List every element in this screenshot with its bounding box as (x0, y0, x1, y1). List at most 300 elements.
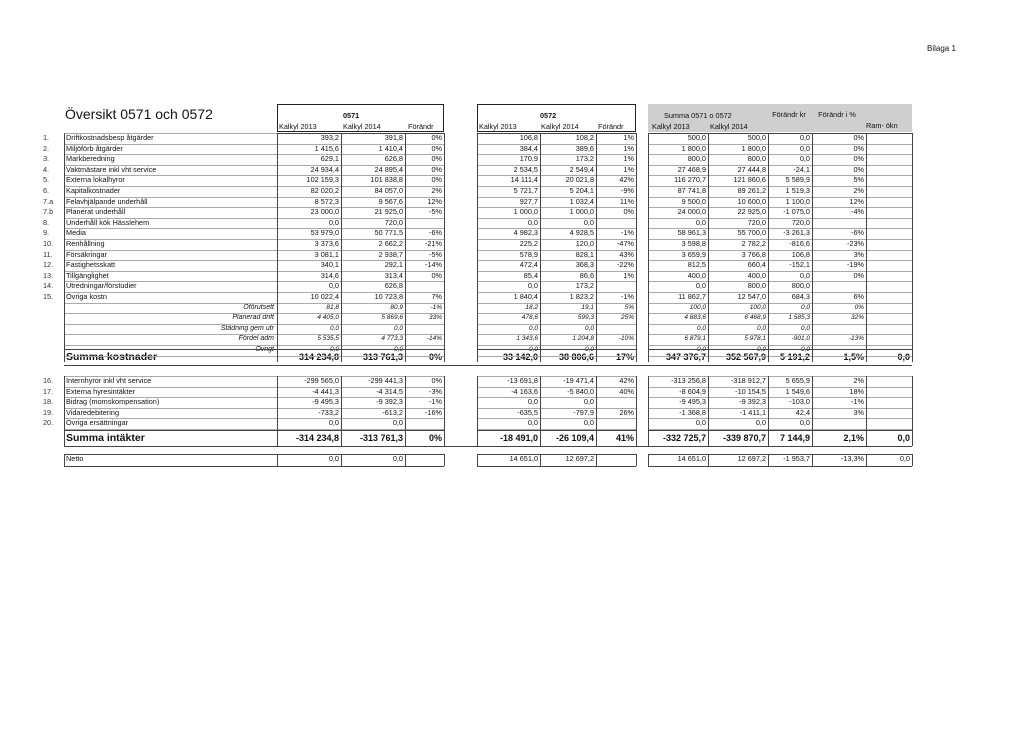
row-value: 0,0 (899, 454, 910, 463)
row-label: Underhåll kök Hässlehem (66, 217, 150, 227)
row-value: 14 651,0 (677, 454, 706, 463)
col-kalkyl2014-0571: Kalkyl 2014 (343, 122, 381, 131)
row-value: -21% (424, 239, 442, 248)
row-value: -9 392,3 (739, 397, 766, 407)
grid-line (477, 466, 636, 467)
row-value: 6% (853, 292, 864, 301)
row-value: -16% (424, 407, 442, 417)
row-value (866, 418, 912, 429)
row-value: -4 314,5 (376, 386, 403, 396)
row-value: 0,0 (527, 281, 538, 291)
grid-line (477, 397, 636, 398)
row-value: 2 662,2 (378, 239, 403, 248)
row-index: 19. (43, 407, 54, 417)
row-value: 0,0 (897, 352, 910, 362)
row-value: 0,0 (800, 303, 810, 311)
row-value: -26 109,4 (555, 433, 594, 443)
row-value: 1% (623, 133, 634, 142)
row-value: 5 535,5 (317, 335, 339, 343)
table-row (0, 376, 1023, 387)
grid-line (277, 175, 444, 176)
row-value: 5 869,6 (381, 314, 403, 322)
row-value: -9 495,3 (312, 397, 339, 407)
row-index: 10. (43, 239, 54, 248)
grid-line (648, 454, 912, 455)
row-value: 108,2 (575, 133, 594, 142)
row-value: -332 725,7 (662, 433, 706, 443)
table-row (0, 133, 1023, 144)
row-value (866, 175, 912, 186)
grid-line (477, 313, 636, 314)
row-value: 927,7 (519, 196, 538, 206)
grid-line (596, 133, 597, 362)
row-value: -313 761,3 (359, 433, 403, 443)
grid-line (477, 186, 636, 187)
row-value: 20 021,8 (565, 175, 594, 185)
grid-line (64, 250, 277, 251)
grid-line (277, 260, 444, 261)
grid-line (64, 397, 277, 398)
row-value (866, 397, 912, 408)
row-value: 0,0 (527, 397, 538, 407)
grid-line (812, 454, 813, 466)
row-value (812, 324, 866, 335)
row-value: 82 020,2 (310, 186, 339, 195)
grid-line (648, 466, 912, 467)
grid-line (477, 228, 636, 229)
grid-line (277, 376, 278, 446)
row-index: 3. (43, 154, 50, 164)
grid-line (64, 313, 277, 314)
row-value (405, 454, 444, 466)
row-value: 81,8 (326, 303, 339, 311)
row-value: 1 519,3 (785, 186, 810, 195)
row-label: Externa hyresintäkter (66, 386, 135, 396)
row-value: 170,9 (519, 154, 538, 164)
grid-line (477, 324, 636, 325)
grid-line (648, 454, 649, 466)
grid-line (277, 228, 444, 229)
row-value: 5 655,9 (785, 376, 810, 385)
grid-line (648, 387, 912, 388)
row-value: -5% (429, 249, 442, 259)
row-value: -13 691,8 (507, 376, 538, 385)
row-value: -9% (621, 186, 634, 195)
grid-line (64, 345, 277, 346)
row-label: Netto (66, 454, 84, 463)
row-value: 6 468,9 (744, 314, 766, 322)
row-value: 1 000,0 (569, 207, 594, 217)
row-value: 0% (431, 154, 442, 164)
grid-line (648, 313, 912, 314)
row-value: -5% (429, 207, 442, 217)
row-value (866, 207, 912, 218)
row-value: 84 057,0 (374, 186, 403, 195)
grid-line (477, 133, 478, 362)
grid-line (64, 466, 444, 467)
grid-line (866, 133, 867, 362)
row-value: 1 585,3 (788, 314, 810, 322)
row-value (866, 260, 912, 271)
row-value: -9 495,3 (679, 397, 706, 407)
grid-line (277, 207, 444, 208)
grid-line (477, 239, 636, 240)
row-value: 347 376,7 (665, 352, 706, 362)
row-value: 89 261,2 (737, 186, 766, 195)
grid-line (64, 454, 444, 455)
row-value: 80,9 (390, 303, 403, 311)
grid-line (277, 408, 444, 409)
row-value: 2% (431, 186, 442, 195)
row-value: 4 773,3 (381, 335, 403, 343)
row-value: 1 823,2 (569, 292, 594, 301)
grid-line (64, 186, 277, 187)
ram-okn-title: Ram- ökn (866, 121, 898, 130)
row-index: 2. (43, 143, 50, 153)
grid-line (477, 430, 636, 431)
row-value: 0% (431, 143, 442, 153)
grid-line (477, 376, 636, 377)
row-index: 20. (43, 418, 54, 428)
row-value (596, 418, 636, 429)
row-value: -14% (424, 260, 442, 270)
table-row (0, 165, 1023, 176)
row-value: 50 771,5 (374, 228, 403, 238)
grid-line (866, 376, 867, 446)
row-value: -901,0 (791, 335, 810, 343)
group-summa-title: Summa 0571 o 0572 (664, 111, 732, 120)
row-index: 14. (43, 281, 54, 291)
row-value: 0,0 (799, 133, 810, 142)
row-value (866, 186, 912, 197)
row-value: -22% (616, 260, 634, 270)
row-value: 0,0 (696, 346, 706, 353)
row-value: 6 879,1 (684, 335, 706, 343)
grid-line (64, 454, 65, 466)
row-value: 33 142,0 (502, 352, 538, 362)
row-value: 400,0 (747, 270, 766, 280)
grid-line (64, 239, 277, 240)
grid-line (341, 454, 342, 466)
row-value: 18,2 (525, 303, 538, 311)
grid-line (277, 376, 444, 377)
row-value: 100,0 (749, 303, 766, 311)
row-label: Markberedning (66, 154, 115, 164)
grid-line (636, 376, 637, 446)
row-value: 0,0 (392, 418, 403, 428)
row-index: 18. (43, 397, 54, 407)
row-value: 800,0 (747, 154, 766, 164)
row-index: 15. (43, 292, 54, 301)
row-value: 10 022,4 (310, 292, 339, 301)
row-value: 478,6 (521, 314, 538, 322)
row-value (405, 218, 444, 229)
row-value: 1 204,8 (572, 335, 594, 343)
row-index: 4. (43, 164, 50, 174)
row-value: -339 870,7 (722, 433, 766, 443)
grid-line (477, 454, 478, 466)
row-value: 55 700,0 (737, 228, 766, 238)
row-value: 5% (624, 303, 634, 311)
grid-line (648, 408, 912, 409)
grid-line (477, 281, 636, 282)
row-value: 800,0 (791, 281, 810, 291)
row-label: Kapitalkostnader (66, 186, 121, 195)
table-row (0, 313, 1023, 324)
row-label: Bidrag (momskompensation) (66, 397, 160, 407)
row-value: 0,0 (897, 433, 910, 443)
row-value: 0% (853, 164, 864, 174)
row-value: 4 883,6 (684, 314, 706, 322)
row-label: Vaktmästare inkl vht service (66, 164, 157, 174)
row-value: -1% (621, 292, 634, 301)
grid-line (477, 207, 636, 208)
row-value: 4 405,0 (317, 314, 339, 322)
row-value: -1% (430, 303, 442, 311)
row-value: 0,0 (584, 324, 594, 332)
table-row (0, 334, 1023, 345)
row-value: 314,6 (320, 270, 339, 280)
row-value: 472,4 (519, 260, 538, 270)
table-row (0, 207, 1023, 218)
table-row (0, 271, 1023, 282)
row-value: 43% (619, 249, 634, 259)
row-value: 5 978,1 (744, 335, 766, 343)
grid-line (64, 165, 277, 166)
row-value: -13% (848, 335, 864, 343)
row-value (866, 239, 912, 250)
row-value: 720,0 (384, 217, 403, 227)
table-row (0, 197, 1023, 208)
row-value: -1% (851, 397, 864, 407)
grid-line (648, 250, 912, 251)
grid-line (64, 324, 277, 325)
grid-line (812, 133, 813, 362)
row-value: -13,3% (840, 454, 864, 463)
row-value: -8 604,9 (679, 386, 706, 396)
row-value (812, 281, 866, 292)
row-value: 0% (853, 154, 864, 164)
row-value: 720,0 (791, 217, 810, 227)
forandr-pct-title: Förändr i % (818, 110, 856, 119)
row-value: 58 961,3 (677, 228, 706, 238)
grid-line (277, 292, 444, 293)
grid-line (648, 281, 912, 282)
grid-line (277, 165, 444, 166)
table-row (0, 186, 1023, 197)
row-value: -47% (616, 239, 634, 248)
row-value: 0,0 (329, 346, 339, 353)
row-value: 0% (428, 352, 442, 362)
grid-line (648, 165, 912, 166)
table-row (0, 250, 1023, 261)
row-value: 7 144,9 (779, 433, 810, 443)
row-value: 7% (431, 292, 442, 301)
row-value: 12% (849, 196, 864, 206)
row-value: 24 934,4 (310, 164, 339, 174)
grid-line (277, 345, 444, 346)
table-row (0, 175, 1023, 186)
row-value (866, 250, 912, 261)
grid-line (477, 345, 636, 346)
row-index: 7.a (43, 196, 54, 206)
forandr-kr-title: Förändr kr (772, 110, 806, 119)
grid-line (477, 387, 636, 388)
grid-line (277, 250, 444, 251)
row-value: -103,0 (789, 397, 810, 407)
row-label: Fastighetsskatt (66, 260, 116, 270)
row-label: Planerat underhåll (66, 207, 126, 217)
row-label: Summa kostnader (66, 351, 158, 363)
row-value: 106,8 (791, 249, 810, 259)
row-value: 629,1 (320, 154, 339, 164)
row-value (866, 154, 912, 165)
row-value: -1 411,1 (739, 407, 766, 417)
row-value: -4 441,3 (312, 386, 339, 396)
row-value: 21 925,0 (374, 207, 403, 217)
grid-line (477, 303, 636, 304)
row-value: 5 589,9 (785, 175, 810, 185)
row-value: 0% (431, 133, 442, 142)
grid-line (64, 446, 912, 447)
grid-line (64, 154, 277, 155)
row-label: Oförutsett (243, 303, 274, 311)
row-index: 17. (43, 386, 54, 396)
row-value: 1 840,4 (513, 292, 538, 301)
table-row (0, 387, 1023, 398)
row-value: 11% (619, 196, 634, 206)
row-value (866, 281, 912, 292)
grid-line (64, 292, 277, 293)
row-index: 1. (43, 133, 50, 142)
row-value: 500,0 (687, 133, 706, 142)
row-label: Felavhjälpande underhåll (66, 196, 148, 206)
row-value: 0,0 (527, 217, 538, 227)
col-kalkyl2014-summa: Kalkyl 2014 (710, 122, 748, 131)
grid-line (540, 133, 541, 362)
row-value: -1% (429, 397, 442, 407)
row-value: -733,2 (318, 407, 339, 417)
row-value: 0,0 (799, 270, 810, 280)
row-value (866, 197, 912, 208)
row-value: 3 373,6 (314, 239, 339, 248)
row-value: 3 081,1 (314, 249, 339, 259)
row-value: 9 500,0 (681, 196, 706, 206)
row-value: -3 261,3 (783, 228, 810, 238)
row-value: 578,9 (519, 249, 538, 259)
grid-line (277, 281, 444, 282)
row-value: 1 000,0 (513, 207, 538, 217)
row-value: 800,0 (747, 281, 766, 291)
grid-line (64, 365, 912, 366)
row-value: 384,4 (519, 143, 538, 153)
row-value: -6% (851, 228, 864, 238)
grid-line (277, 154, 444, 155)
grid-line (768, 454, 769, 466)
row-value: 5 204,1 (569, 186, 594, 195)
grid-line (648, 144, 912, 145)
row-value: 0,0 (695, 217, 706, 227)
row-label: Driftkostnadsbesp åtgärder (66, 133, 154, 142)
grid-line (477, 292, 636, 293)
row-value: 4 982,3 (513, 228, 538, 238)
table-row (0, 454, 1023, 466)
row-value: 12% (427, 196, 442, 206)
row-value: 100,0 (689, 303, 706, 311)
col-kalkyl2013-summa: Kalkyl 2013 (652, 122, 690, 131)
row-value: 660,4 (747, 260, 766, 270)
grid-line (277, 218, 444, 219)
row-value: 1 800,0 (741, 143, 766, 153)
row-value: 18% (849, 386, 864, 396)
row-value (596, 454, 636, 466)
row-value: -797,9 (573, 407, 594, 417)
grid-line (648, 345, 912, 346)
row-value (866, 165, 912, 176)
grid-line (477, 154, 636, 155)
row-label: Fördel adm (238, 335, 274, 343)
col-kalkyl2014-0572: Kalkyl 2014 (541, 122, 579, 131)
row-value: -1 368,8 (679, 407, 706, 417)
row-value (866, 228, 912, 239)
row-value: -10 154,5 (735, 386, 766, 396)
grid-line (912, 454, 913, 466)
row-value: -313 256,8 (671, 376, 706, 385)
row-value: 340,1 (320, 260, 339, 270)
grid-line (648, 271, 912, 272)
row-index: 11. (43, 249, 53, 259)
grid-line (477, 349, 636, 350)
row-value: 2 782,2 (741, 239, 766, 248)
grid-line (277, 144, 444, 145)
row-value: 25% (620, 314, 634, 322)
grid-line (648, 334, 912, 335)
grid-line (648, 349, 912, 350)
row-value (596, 281, 636, 292)
row-value: 352 567,9 (725, 352, 766, 362)
row-value: -613,2 (382, 407, 403, 417)
row-value: 313,4 (384, 270, 403, 280)
grid-line (477, 218, 636, 219)
grid-line (64, 418, 277, 419)
grid-line (648, 228, 912, 229)
row-value: -14% (426, 335, 442, 343)
grid-line (277, 454, 278, 466)
row-value: 17% (615, 352, 634, 362)
grid-line (64, 133, 65, 362)
grid-line (648, 133, 649, 362)
col-kalkyl2013-0572: Kalkyl 2013 (479, 122, 517, 131)
grid-line (277, 313, 444, 314)
row-value (866, 334, 912, 345)
row-value (812, 218, 866, 229)
row-value (866, 376, 912, 387)
row-value: 87 741,8 (677, 186, 706, 195)
row-value: 2 534,5 (513, 164, 538, 174)
grid-line (768, 376, 769, 446)
table-row (0, 281, 1023, 292)
row-index: 9. (43, 228, 50, 238)
row-value: 42,4 (795, 407, 810, 417)
row-value: 102 159,3 (306, 175, 339, 185)
row-value: 3% (853, 249, 864, 259)
row-value: 2% (853, 376, 864, 385)
row-value: 10 600,0 (737, 196, 766, 206)
grid-line (277, 387, 444, 388)
row-label: Övriga ersättningar (66, 418, 129, 428)
grid-line (477, 454, 636, 455)
col-forandr-0572: Förändr (598, 122, 624, 131)
